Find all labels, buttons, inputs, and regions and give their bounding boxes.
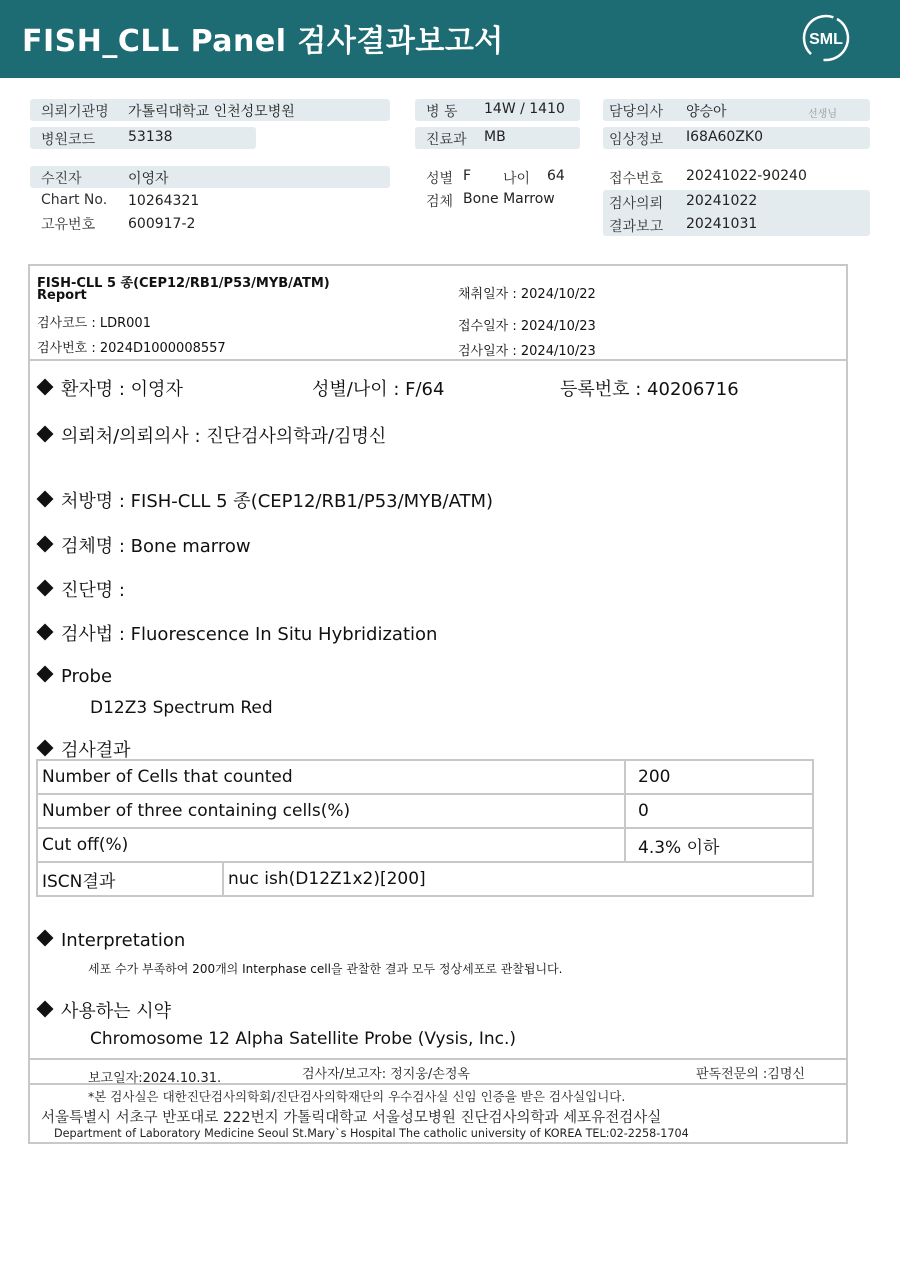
result-value-cell: 4.3% 이하: [625, 828, 813, 862]
chart-value: 10264321: [128, 193, 200, 209]
patient-label: 수진자: [41, 171, 82, 187]
specimen-value: Bone Marrow: [463, 191, 555, 207]
prescription: 처방명 : FISH-CLL 5 종(CEP12/RB1/P53/MYB/ATM): [61, 491, 494, 512]
bullet-diamond: [37, 379, 54, 396]
test-number: 검사번호 : 2024D1000008557: [37, 341, 226, 356]
reagent-value: Chromosome 12 Alpha Satellite Probe (Vysis, Inc.): [90, 1029, 517, 1049]
receipt-label: 접수번호: [609, 171, 664, 187]
examiner: 검사자/보고자: 정지웅/손정옥: [302, 1067, 470, 1082]
bullet-diamond: [37, 491, 54, 508]
doctor-suffix: 선생님: [808, 109, 837, 120]
specimen-name: 검체명 : Bone marrow: [61, 536, 251, 557]
sex-label: 성별: [426, 171, 454, 187]
bullet-diamond: [37, 426, 54, 443]
test-code: 검사코드 : LDR001: [37, 316, 151, 331]
diagnosis-line: [39, 576, 125, 602]
interpretation-text: 세포 수가 부족하여 200개의 Interphase cell을 관찰한 결과 모두 정상세포로 관찰됩니다.: [88, 962, 563, 976]
test-title-line1: FISH-CLL 5 종(CEP12/RB1/P53/MYB/ATM): [37, 276, 330, 291]
result-value-cell: 200: [625, 760, 813, 794]
ward-label: 병 동: [426, 104, 458, 120]
chart-label: Chart No.: [41, 192, 108, 208]
bullet-diamond: [37, 536, 54, 553]
method-line: [39, 620, 437, 646]
receive-date: 접수일자 : 2024/10/23: [458, 319, 596, 334]
logo-text: SML: [809, 31, 843, 48]
specimen-label: 검체: [426, 194, 454, 210]
bullet-diamond: [37, 930, 54, 947]
table-row: [37, 828, 813, 862]
collect-date: 채취일자 : 2024/10/22: [458, 287, 596, 302]
doctor-label: 담당의사: [609, 104, 664, 120]
result-value-cell: 0: [625, 794, 813, 828]
reagent-heading: 사용하는 시약: [61, 1001, 172, 1022]
result-value: 20241031: [686, 216, 758, 232]
institution-label: 의뢰기관명: [41, 104, 109, 120]
request-value: 20241022: [686, 193, 758, 209]
reagent-heading-line: [39, 997, 171, 1023]
specialist: 판독전문의 :김명신: [696, 1067, 805, 1082]
bullet-diamond: [37, 580, 54, 597]
diagnosis: 진단명 :: [61, 580, 125, 601]
iscn-value-cell: nuc ish(D12Z1x2)[200]: [223, 862, 813, 896]
dept-label: 진료과: [426, 132, 467, 148]
patient-name-line: [39, 375, 183, 401]
table-row: [37, 794, 813, 828]
address: 서울특별시 서초구 반포대로 222번지 가톨릭대학교 서울성모병원 진단검사의학과 세포유전검사실: [41, 1110, 662, 1126]
exam-date: 검사일자 : 2024/10/23: [458, 344, 596, 359]
result-label-cell: Number of three containing cells(%): [37, 794, 625, 828]
registration-number: 등록번호 : 40206716: [560, 379, 739, 400]
specimen-line: [39, 532, 251, 558]
bullet-diamond: [37, 1001, 54, 1018]
method: 검사법 : Fluorescence In Situ Hybridization: [61, 624, 438, 645]
bullet-diamond: [37, 624, 54, 641]
request-label: 검사의뢰: [609, 196, 664, 212]
results-table: [36, 759, 814, 897]
table-row: [37, 760, 813, 794]
results-heading: 검사결과: [61, 740, 131, 761]
dept-value: MB: [484, 129, 506, 145]
hospital-code-label: 병원코드: [41, 132, 96, 148]
patient-value: 이영자: [128, 171, 169, 187]
sex-value: F: [463, 168, 472, 184]
age-label: 나이: [503, 171, 531, 187]
hospital-code-value: 53138: [128, 129, 173, 145]
probe-value: D12Z3 Spectrum Red: [90, 698, 273, 718]
page-title: FISH_CLL Panel 검사결과보고서: [22, 24, 504, 59]
result-label-cell: Cut off(%): [37, 828, 625, 862]
footer-divider-1: [28, 1058, 848, 1060]
report-header-divider: [28, 359, 848, 361]
receipt-value: 20241022-90240: [686, 168, 807, 184]
age-value: 64: [547, 168, 565, 184]
iscn-label-cell: ISCN결과: [37, 862, 223, 896]
ward-value: 14W / 1410: [484, 101, 565, 117]
interpretation-heading: Interpretation: [61, 930, 186, 951]
bullet-diamond: [37, 666, 54, 683]
prescription-line: [39, 487, 493, 513]
clinical-label: 임상정보: [609, 132, 664, 148]
department-info: Department of Laboratory Medicine Seoul St.Mary`s Hospital The catholic university of KOREA TEL:02-2258-1704: [54, 1127, 689, 1140]
patient-pill: [30, 166, 390, 188]
requester-line: [39, 422, 386, 448]
result-label: 결과보고: [609, 219, 664, 235]
unique-label: 고유번호: [41, 217, 96, 233]
doctor-value: 양승아: [686, 104, 727, 120]
sml-logo: [800, 12, 852, 64]
sml-logo-icon: [800, 12, 852, 64]
report-date: 보고일자:2024.10.31.: [88, 1071, 222, 1086]
test-title-line2: Report: [37, 288, 87, 303]
table-row: [37, 862, 813, 896]
clinical-value: I68A60ZK0: [686, 129, 764, 145]
patient-name: 환자명 : 이영자: [61, 379, 183, 400]
bullet-diamond: [37, 740, 54, 757]
unique-value: 600917-2: [128, 216, 196, 232]
sex-age: 성별/나이 : F/64: [312, 379, 445, 400]
result-label-cell: Number of Cells that counted: [37, 760, 625, 794]
probe-heading-line: [39, 666, 112, 687]
probe-heading: Probe: [61, 666, 113, 687]
requester: 의뢰처/의뢰의사 : 진단검사의학과/김명신: [61, 426, 387, 447]
interpretation-heading-line: [39, 930, 185, 951]
certification-note: *본 검사실은 대한진단검사의학회/진단검사의학재단의 우수검사실 신임 인증을 받은 검사실입니다.: [88, 1089, 626, 1104]
institution-value: 가톨릭대학교 인천성모병원: [128, 104, 295, 120]
